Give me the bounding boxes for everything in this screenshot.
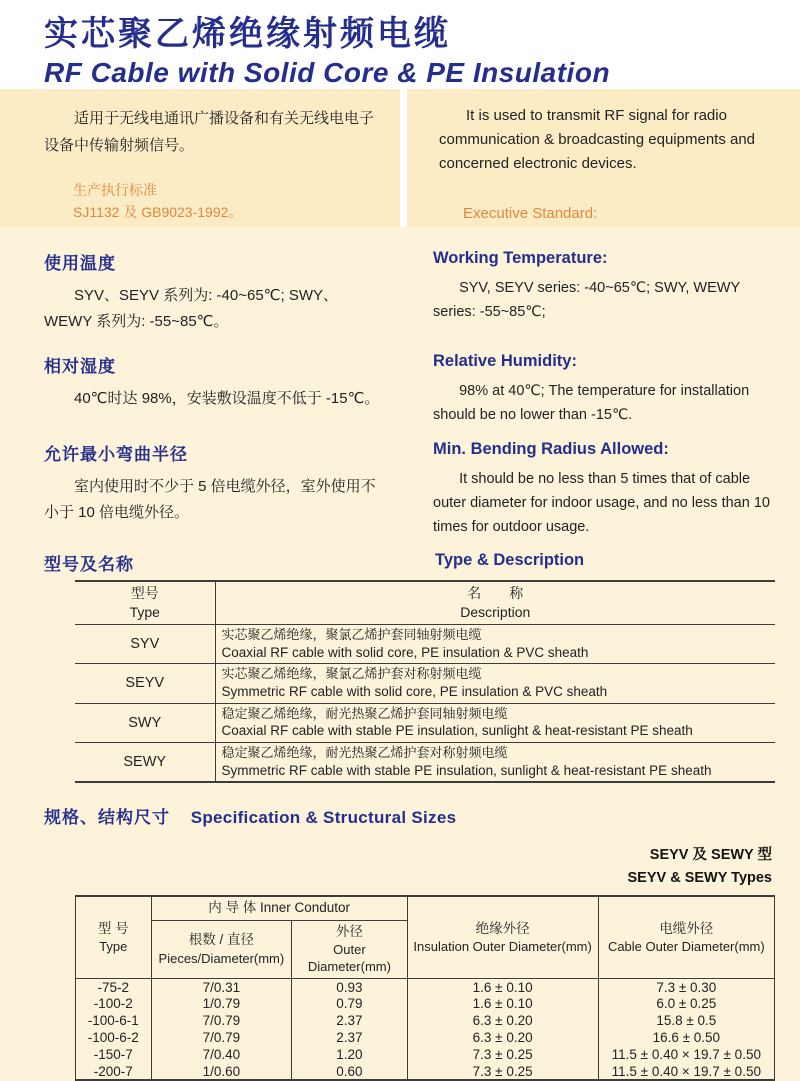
spec-table bbox=[75, 895, 775, 1081]
spec-table-header bbox=[76, 896, 775, 978]
spec-outer-cell: 0.60 bbox=[292, 1063, 407, 1080]
spec-row bbox=[76, 1012, 775, 1029]
spec-insulation-cell: 7.3 ± 0.25 bbox=[407, 1063, 598, 1080]
standard-value-zh: SJ1132 及 GB9023-1992。 bbox=[73, 204, 243, 221]
spec-type-note-zh: SEYV 及 SEWY 型 bbox=[649, 847, 772, 864]
main-content bbox=[0, 227, 800, 1081]
section-relative-humidity bbox=[0, 352, 800, 428]
spec-cable-cell: 7.3 ± 0.30 bbox=[598, 978, 774, 995]
relative-humidity-en bbox=[400, 352, 800, 428]
intro-panel-en bbox=[407, 89, 800, 250]
bending-radius-en bbox=[400, 440, 800, 540]
table-row bbox=[75, 664, 775, 703]
description-zh: 稳定聚乙烯绝缘，耐光热聚乙烯护套对称射频电缆 bbox=[221, 744, 508, 760]
section-working-temperature bbox=[0, 249, 800, 334]
spec-heading-zh: 规格、结构尺寸 bbox=[44, 808, 170, 828]
relative-humidity-body-en: 98% at 40℃; The temperature for installation should be no lower than -15℃. bbox=[433, 383, 750, 424]
spec-section-heading bbox=[44, 803, 800, 828]
pieces-diameter-header-en: Pieces/Diameter(mm) bbox=[158, 950, 285, 966]
standard-label-zh: 生产执行标准 bbox=[73, 181, 157, 198]
spec-outer-cell: 1.20 bbox=[292, 1046, 407, 1063]
inner-conductor-group-header bbox=[151, 896, 407, 920]
spec-cable-cell: 15.8 ± 0.5 bbox=[598, 1012, 774, 1029]
type-description-heading-row bbox=[0, 550, 800, 576]
cable-diameter-column-header bbox=[598, 896, 774, 978]
spec-type-cell: -100-6-1 bbox=[76, 1012, 152, 1029]
spec-type-note bbox=[0, 844, 772, 889]
bending-radius-body-en: It should be no less than 5 times that of cable outer diameter for indoor usage, and no less than 10 times for outdoor usage. bbox=[433, 471, 770, 535]
working-temperature-en bbox=[400, 249, 800, 334]
insulation-header-en: Insulation Outer Diameter(mm) bbox=[413, 938, 592, 954]
description-en: Symmetric RF cable with solid core, PE insulation & PVC sheath bbox=[221, 684, 608, 699]
relative-humidity-heading-en: Relative Humidity: bbox=[433, 352, 577, 371]
type-cell: SEWY bbox=[75, 742, 215, 782]
bending-radius-heading-en: Min. Bending Radius Allowed: bbox=[433, 440, 669, 459]
spec-outer-cell: 0.79 bbox=[292, 995, 407, 1012]
spec-pieces-cell: 7/0.40 bbox=[151, 1046, 292, 1063]
type-cell: SEYV bbox=[75, 664, 215, 703]
insulation-header-zh: 绝缘外径 bbox=[475, 920, 530, 936]
table-row bbox=[75, 624, 775, 663]
description-en: Coaxial RF cable with solid core, PE insulation & PVC sheath bbox=[221, 644, 589, 660]
spec-cable-cell: 11.5 ± 0.40 × 19.7 ± 0.50 bbox=[598, 1046, 774, 1063]
working-temperature-body-en: SYV, SEYV series: -40~65℃; SWY, WEWY series: -55~85℃; bbox=[433, 280, 740, 321]
bending-radius-body-zh: 室内使用时不少于 5 倍电缆外径，室外使用不小于 10 倍电缆外径。 bbox=[44, 478, 376, 521]
description-column-header bbox=[215, 581, 775, 624]
relative-humidity-heading-zh: 相对湿度 bbox=[44, 357, 116, 377]
type-table-header bbox=[75, 581, 775, 624]
spec-type-header-zh: 型 号 bbox=[97, 920, 129, 936]
table-row bbox=[75, 742, 775, 782]
type-column-header-zh: 型号 bbox=[130, 584, 159, 601]
intro-text-en: It is used to transmit RF signal for radio communication & broadcasting equipments and concerned electronic devices. bbox=[439, 107, 756, 173]
section-bending-radius bbox=[0, 440, 800, 540]
spec-row bbox=[76, 1046, 775, 1063]
spec-insulation-cell: 6.3 ± 0.20 bbox=[407, 1012, 598, 1029]
spec-type-cell: -75-2 bbox=[76, 978, 152, 995]
spec-pieces-cell: 1/0.60 bbox=[151, 1063, 292, 1080]
description-en: Symmetric RF cable with stable PE insulation, sunlight & heat-resistant PE sheath bbox=[221, 762, 712, 778]
spec-row bbox=[76, 1063, 775, 1080]
intro-panel-zh bbox=[0, 89, 400, 250]
spec-pieces-cell: 7/0.31 bbox=[151, 978, 292, 995]
page-header bbox=[0, 0, 800, 89]
outer-diameter-header-en: Outer Diameter(mm) bbox=[307, 941, 391, 975]
type-description-heading-zh: 型号及名称 bbox=[44, 554, 134, 574]
type-description-heading-en: Type & Description bbox=[435, 550, 585, 569]
standard-label-en: Executive Standard: bbox=[463, 205, 598, 223]
spec-row bbox=[76, 995, 775, 1012]
description-en: Coaxial RF cable with stable PE insulation, sunlight & heat-resistant PE sheath bbox=[221, 723, 693, 739]
spec-cable-cell: 16.6 ± 0.50 bbox=[598, 1029, 774, 1046]
working-temperature-heading-en: Working Temperature: bbox=[433, 249, 608, 268]
relative-humidity-body-zh: 40℃时达 98%，安装敷设温度不低于 -15℃。 bbox=[74, 390, 380, 408]
working-temperature-heading-zh: 使用温度 bbox=[44, 254, 116, 274]
spec-insulation-cell: 1.6 ± 0.10 bbox=[407, 978, 598, 995]
standard-block-zh bbox=[73, 179, 374, 224]
pieces-diameter-header-zh: 根数 / 直径 bbox=[188, 932, 254, 948]
description-zh: 实芯聚乙烯绝缘，聚氯乙烯护套同轴射频电缆 bbox=[221, 626, 482, 642]
spec-outer-cell: 2.37 bbox=[292, 1012, 407, 1029]
spec-type-cell: -100-2 bbox=[76, 995, 152, 1012]
spec-cable-cell: 11.5 ± 0.40 × 19.7 ± 0.50 bbox=[598, 1063, 774, 1080]
spec-cable-cell: 6.0 ± 0.25 bbox=[598, 995, 774, 1012]
spec-insulation-cell: 7.3 ± 0.25 bbox=[407, 1046, 598, 1063]
type-column-header-en: Type bbox=[129, 603, 160, 620]
description-cell bbox=[215, 703, 775, 742]
intro-text-zh: 适用于无线电通讯广播设备和有关无线电电子设备中传输射频信号。 bbox=[44, 110, 375, 154]
spec-heading-en: Specification & Structural Sizes bbox=[190, 808, 457, 828]
spec-type-header-en: Type bbox=[99, 938, 128, 954]
type-column-header bbox=[75, 581, 215, 624]
spec-type-cell: -100-6-2 bbox=[76, 1029, 152, 1046]
description-cell bbox=[215, 624, 775, 663]
cable-diameter-header-zh: 电缆外径 bbox=[659, 920, 714, 936]
description-cell bbox=[215, 742, 775, 782]
spec-outer-cell: 2.37 bbox=[292, 1029, 407, 1046]
outer-diameter-header-zh: 外径 bbox=[335, 923, 363, 939]
working-temperature-zh bbox=[0, 249, 400, 334]
spec-type-cell: -200-7 bbox=[76, 1063, 152, 1080]
spec-type-cell: -150-7 bbox=[76, 1046, 152, 1063]
page-title-en: RF Cable with Solid Core & PE Insulation bbox=[44, 57, 611, 89]
description-zh: 实芯聚乙烯绝缘，聚氯乙烯护套对称射频电缆 bbox=[221, 666, 482, 682]
outer-diameter-column-header bbox=[292, 920, 407, 978]
description-column-header-en: Description bbox=[460, 603, 531, 620]
type-description-table bbox=[75, 580, 775, 784]
spec-type-note-en: SEYV & SEWY Types bbox=[627, 869, 772, 886]
spec-pieces-cell: 7/0.79 bbox=[151, 1012, 292, 1029]
working-temperature-body-zh: SYV、SEYV 系列为: -40~65℃; SWY、WEWY 系列为: -55~85℃。 bbox=[44, 287, 339, 330]
cable-diameter-header-en: Cable Outer Diameter(mm) bbox=[607, 938, 765, 954]
type-cell: SYV bbox=[75, 624, 215, 663]
description-cell bbox=[215, 664, 775, 703]
inner-conductor-group-label: 内 导 体 Inner Condutor bbox=[208, 900, 350, 916]
description-zh: 稳定聚乙烯绝缘，耐光热聚乙烯护套同轴射频电缆 bbox=[221, 705, 508, 721]
spec-insulation-cell: 1.6 ± 0.10 bbox=[407, 995, 598, 1012]
spec-outer-cell: 0.93 bbox=[292, 978, 407, 995]
spec-row bbox=[76, 978, 775, 995]
spec-pieces-cell: 1/0.79 bbox=[151, 995, 292, 1012]
intro-band bbox=[0, 89, 800, 227]
description-column-header-zh: 名 称 bbox=[467, 584, 524, 601]
spec-pieces-cell: 7/0.79 bbox=[151, 1029, 292, 1046]
bending-radius-heading-zh: 允许最小弯曲半径 bbox=[44, 445, 188, 465]
spec-insulation-cell: 6.3 ± 0.20 bbox=[407, 1029, 598, 1046]
relative-humidity-zh bbox=[0, 352, 400, 428]
page-title-zh: 实芯聚乙烯绝缘射频电缆 bbox=[44, 15, 451, 53]
pieces-diameter-column-header bbox=[151, 920, 292, 978]
type-cell: SWY bbox=[75, 703, 215, 742]
spec-row bbox=[76, 1029, 775, 1046]
spec-type-column-header bbox=[76, 896, 152, 978]
table-row bbox=[75, 703, 775, 742]
bending-radius-zh bbox=[0, 440, 400, 540]
insulation-column-header bbox=[407, 896, 598, 978]
